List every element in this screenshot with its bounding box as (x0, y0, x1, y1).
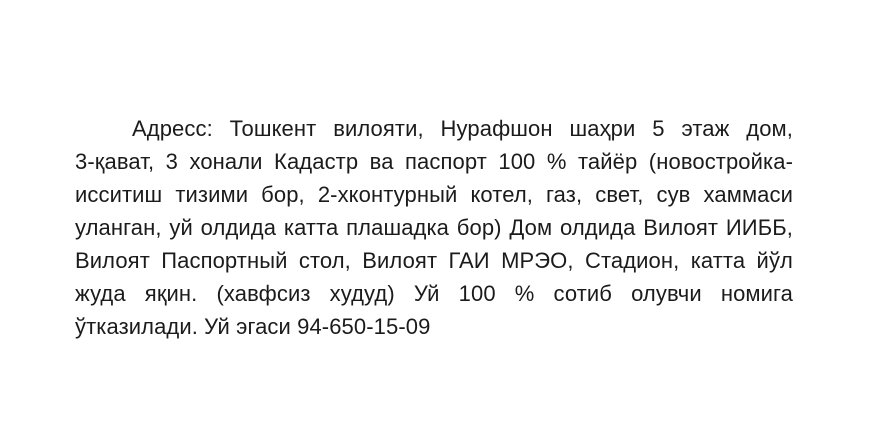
paragraph-line-5: Вилоят Паспортный стол, Вилоят ГАИ МРЭО, Стадион, катта йўл (75, 248, 793, 273)
paragraph-line-1: Адресс: Тошкент вилояти, Нурафшон шаҳри 5 этаж дом, (132, 116, 793, 141)
paragraph-line-2: 3-қават, 3 хонали Кадастр ва паспорт 100 % тайёр (новостройка- (75, 149, 793, 174)
paragraph-line-3: исситиш тизими бор, 2-хконтурный котел, газ, свет, сув хаммаси (75, 182, 793, 207)
paragraph-line-4: уланган, уй олдида катта плашадка бор) Дом олдида Вилоят ИИББ, (75, 215, 793, 240)
paragraph-line-7: ўтказилади. Уй эгаси 94-650-15-09 (75, 314, 431, 339)
paragraph-line-6: жуда яқин. (хавфсиз худуд) Уй 100 % сотиб олувчи номига (75, 281, 793, 306)
address-paragraph (75, 112, 793, 343)
